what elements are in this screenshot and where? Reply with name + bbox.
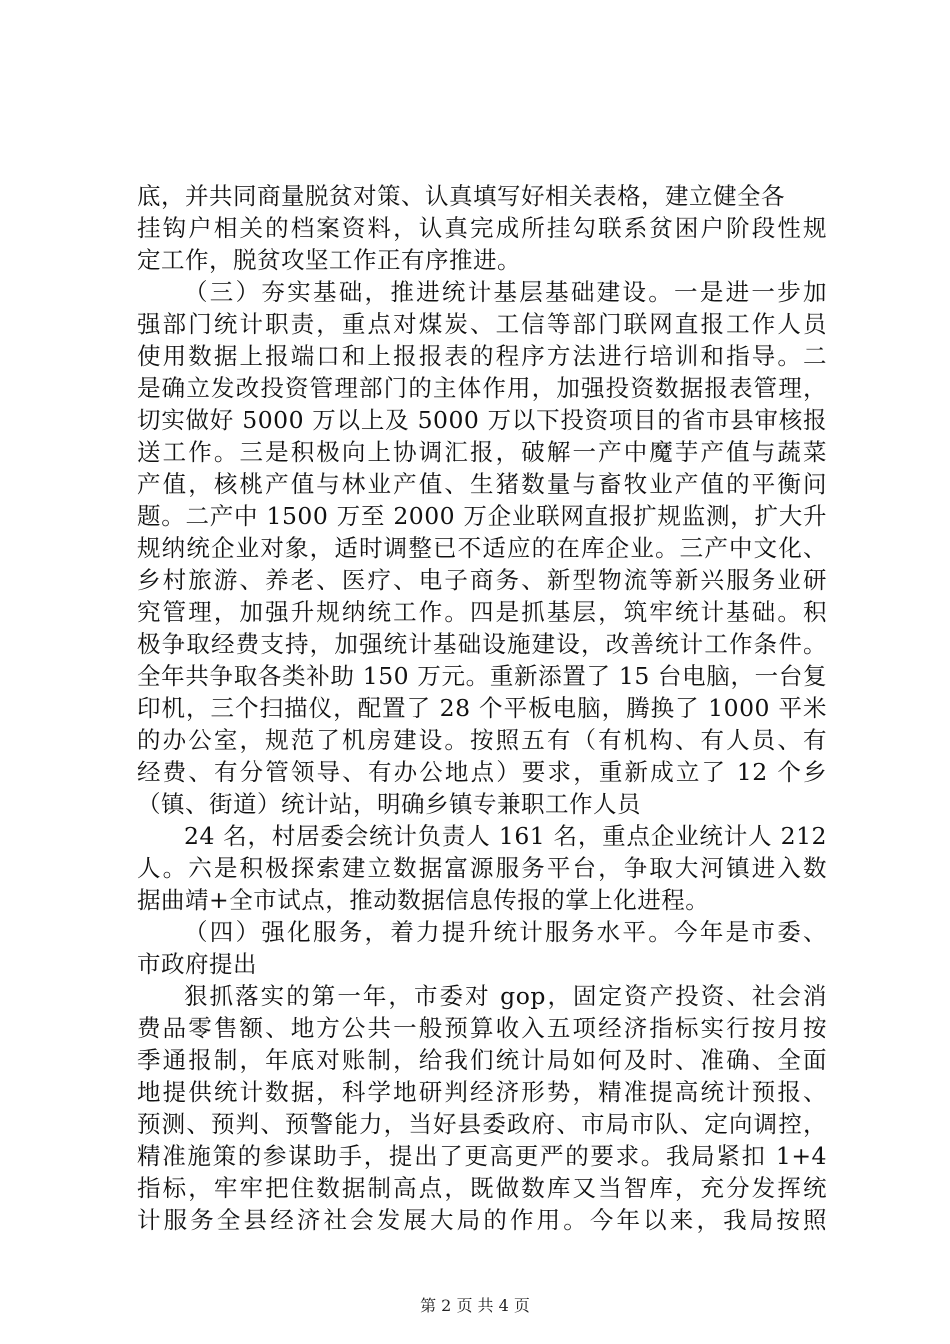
text-line: 切实做好 5000 万以上及 5000 万以下投资项目的省市县审核报 <box>137 406 827 434</box>
text-line: 印机，三个扫描仪，配置了 28 个平板电脑，腾换了 1000 平米 <box>137 694 827 722</box>
text-line: 狠抓落实的第一年，市委对 gop，固定资产投资、社会消 <box>184 982 827 1010</box>
text-line: 的办公室，规范了机房建设。按照五有（有机构、有人员、有 <box>137 726 827 754</box>
text-line: （三）夯实基础，推进统计基层基础建设。一是进一步加 <box>184 278 827 306</box>
text-line: 预测、预判、预警能力，当好县委政府、市局市队、定向调控， <box>137 1110 827 1138</box>
text-line: 送工作。三是积极向上协调汇报，破解一产中魔芋产值与蔬菜 <box>137 438 827 466</box>
page-number: 第 2 页 共 4 页 <box>420 1296 530 1315</box>
text-line: 极争取经费支持，加强统计基础设施建设，改善统计工作条件。 <box>137 630 827 658</box>
text-line: 究管理，加强升规纳统工作。四是抓基层，筑牢统计基础。积 <box>137 598 827 626</box>
text-line: 产值，核桃产值与林业产值、生猪数量与畜牧业产值的平衡问 <box>137 470 827 498</box>
text-line: 强部门统计职责，重点对煤炭、工信等部门联网直报工作人员 <box>137 310 827 338</box>
text-line: 规纳统企业对象，适时调整已不适应的在库企业。三产中文化、 <box>137 534 827 562</box>
text-line: （镇、街道）统计站，明确乡镇专兼职工作人员 <box>137 790 641 818</box>
text-line: 据曲靖+全市试点，推动数据信息传报的掌上化进程。 <box>137 886 710 914</box>
text-line: 人。六是积极探索建立数据富源服务平台，争取大河镇进入数 <box>137 854 827 882</box>
text-line: 经费、有分管领导、有办公地点）要求，重新成立了 12 个乡 <box>137 758 827 786</box>
text-line: 乡村旅游、养老、医疗、电子商务、新型物流等新兴服务业研 <box>137 566 827 594</box>
text-line: 精准施策的参谋助手，提出了更高更严的要求。我局紧扣 1+4 <box>137 1142 827 1170</box>
text-line: 挂钩户相关的档案资料，认真完成所挂勾联系贫困户阶段性规 <box>137 214 827 242</box>
text-line: 费品零售额、地方公共一般预算收入五项经济指标实行按月按 <box>137 1014 827 1042</box>
text-line: （四）强化服务，着力提升统计服务水平。今年是市委、 <box>184 918 827 946</box>
text-line: 季通报制，年底对账制，给我们统计局如何及时、准确、全面 <box>137 1046 827 1074</box>
text-line: 全年共争取各类补助 150 万元。重新添置了 15 台电脑，一台复 <box>137 662 827 690</box>
text-line: 题。二产中 1500 万至 2000 万企业联网直报扩规监测，扩大升 <box>137 502 827 530</box>
text-line: 计服务全县经济社会发展大局的作用。今年以来，我局按照 <box>137 1206 827 1234</box>
text-line: 24 名，村居委会统计负责人 161 名，重点企业统计人 212 <box>184 822 827 850</box>
text-line: 定工作，脱贫攻坚工作正有序推进。 <box>137 246 521 274</box>
text-line: 底，并共同商量脱贫对策、认真填写好相关表格，建立健全各 <box>137 182 785 210</box>
text-line: 市政府提出 <box>137 950 257 978</box>
text-line: 是确立发改投资管理部门的主体作用，加强投资数据报表管理， <box>137 374 827 402</box>
text-line: 指标，牢牢把住数据制高点，既做数库又当智库，充分发挥统 <box>137 1174 827 1202</box>
text-line: 地提供统计数据，科学地研判经济形势，精准提高统计预报、 <box>137 1078 827 1106</box>
text-line: 使用数据上报端口和上报报表的程序方法进行培训和指导。二 <box>137 342 827 370</box>
